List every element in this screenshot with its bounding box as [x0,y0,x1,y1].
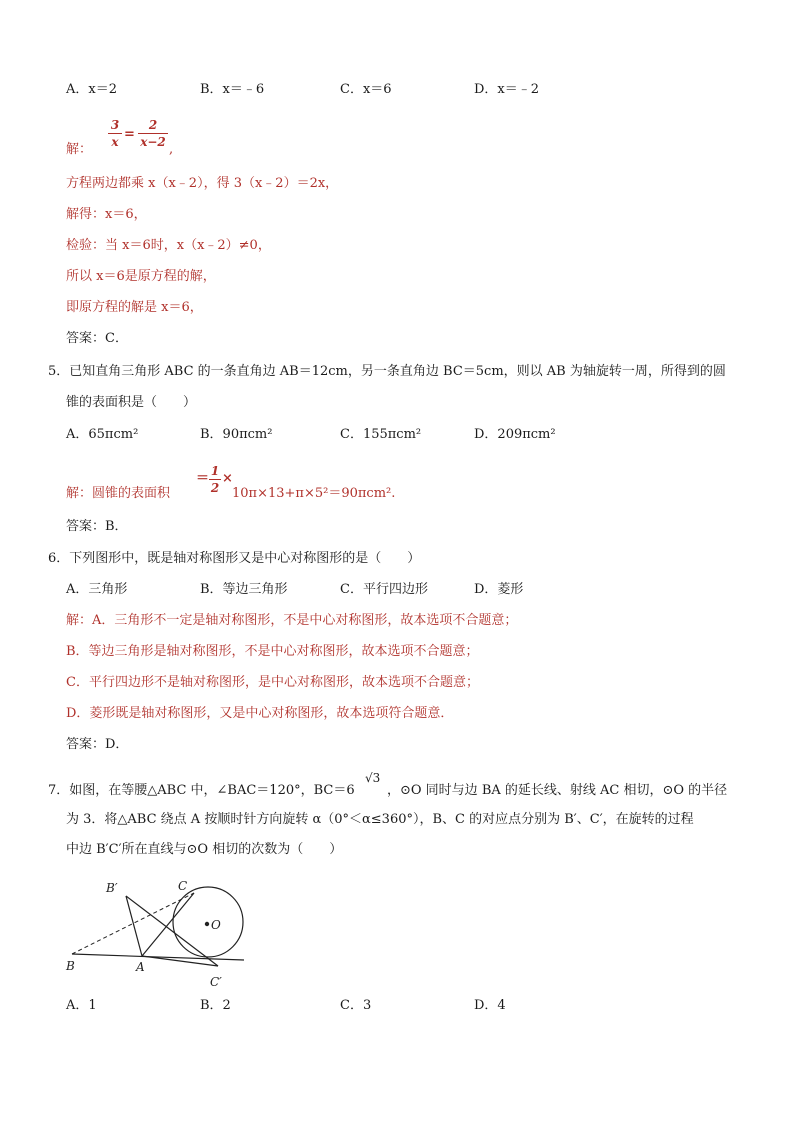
label-a: A [136,960,145,974]
q6-answer: 答案：D． [66,737,129,752]
q4-solution-line-5: 即原方程的解是 x＝6， [66,300,203,315]
q7-option-a: A．1 [66,998,97,1013]
q5-half-num: 1 [210,464,220,478]
q5-half-times: × [222,471,233,486]
q5-stem-line-1: 5．已知直角三角形 ABC 的一条直角边 AB＝12cm，另一条直角边 BC＝5cm，则以 AB 为轴旋转一周，所得到的圆 [48,364,726,379]
q7-stem-line-3: 中边 B′C′所在直线与⊙O 相切的次数为（ ） [66,842,343,857]
q4-solution-prefix: 解： [66,142,93,157]
q4-fraction-right-num: 2 [148,118,158,132]
q5-option-b: B．90πcm² [200,427,273,442]
q4-fraction-right-den: x−2 [140,135,166,149]
q4-equation-trail: , [169,142,174,157]
q4-solution-line-2: 解得：x＝6， [66,207,147,222]
q4-fraction-left-num: 3 [110,118,120,132]
q7-option-b: B．2 [200,998,231,1013]
q6-solution-line-2: B．等边三角形是轴对称图形，不是中心对称图形，故本选项不合题意； [66,644,479,659]
label-o: O [211,918,221,932]
q5-stem-line-2: 锥的表面积是（ ） [66,395,197,410]
q7-stem-line-2: 为 3．将△ABC 绕点 A 按顺时针方向旋转 α（0°＜α≤360°），B、C 的对应点分别为 B′、C′，在旋转的过程 [66,812,694,827]
q4-option-b: B．x＝﹣6 [200,82,265,97]
q6-solution-line-1: 解：A．三角形不一定是轴对称图形，不是中心对称图形，故本选项不合题意； [66,613,518,628]
q5-option-c: C．155πcm² [340,427,422,442]
q4-option-d: D．x＝﹣2 [474,82,540,97]
segment-ac [142,893,194,956]
q6-solution-line-3: C．平行四边形不是轴对称图形，是中心对称图形，故本选项不合题意； [66,675,479,690]
label-b-prime: B′ [106,881,118,895]
q7-option-c: C．3 [340,998,372,1013]
q6-stem: 6．下列图形中，既是轴对称图形又是中心对称图形的是（ ） [48,551,421,566]
q7-stem-line-1b: ，⊙O 同时与边 BA 的延长线、射线 AC 相切，⊙O 的半径 [387,783,728,798]
center-o-dot [205,922,209,926]
segment-ab1 [126,896,142,956]
q7-stem-line-1a: 7．如图，在等腰△ABC 中，∠BAC＝120°，BC＝6 [48,783,355,798]
q4-solution-line-4: 所以 x＝6是原方程的解， [66,269,216,284]
q7-sqrt3: √3 [365,771,381,785]
circle-o [173,887,243,957]
q4-option-a: A．x＝2 [66,82,117,97]
q4-equals: = [124,127,135,142]
q4-option-c: C．x＝6 [340,82,392,97]
q5-half-equals: ＝ [196,471,210,486]
q6-solution-line-4: D．菱形既是轴对称图形，又是中心对称图形，故本选项符合题意． [66,706,454,721]
label-c-prime: C′ [210,975,222,989]
q4-answer: 答案：C． [66,331,128,346]
q4-fraction-left-den: x [111,135,119,149]
q6-option-b: B．等边三角形 [200,582,288,597]
q4-solution-line-1: 方程两边都乘 x（x﹣2），得 3（x﹣2）＝2x， [66,176,339,191]
q4-fraction-left [108,118,122,149]
q6-option-d: D．菱形 [474,582,524,597]
q5-option-d: D．209πcm² [474,427,556,442]
q7-option-d: D．4 [474,998,506,1013]
q5-answer: 答案：B． [66,519,128,534]
label-b: B [66,959,75,973]
label-c: C [178,879,188,893]
q7-geometry-figure [60,872,260,990]
q5-solution-rest: 10π×13+π×5²＝90πcm². [232,486,396,501]
q4-fraction-right [138,118,168,149]
q5-solution-prefix: 解：圆锥的表面积 [66,486,171,501]
q6-option-c: C．平行四边形 [340,582,428,597]
q5-half-fraction [209,464,221,495]
q5-option-a: A．65πcm² [66,427,139,442]
q4-solution-line-3: 检验：当 x＝6时，x（x﹣2）≠0， [66,238,271,253]
q5-half-den: 2 [210,481,220,495]
segment-b1c1 [126,896,218,966]
q6-option-a: A．三角形 [66,582,128,597]
